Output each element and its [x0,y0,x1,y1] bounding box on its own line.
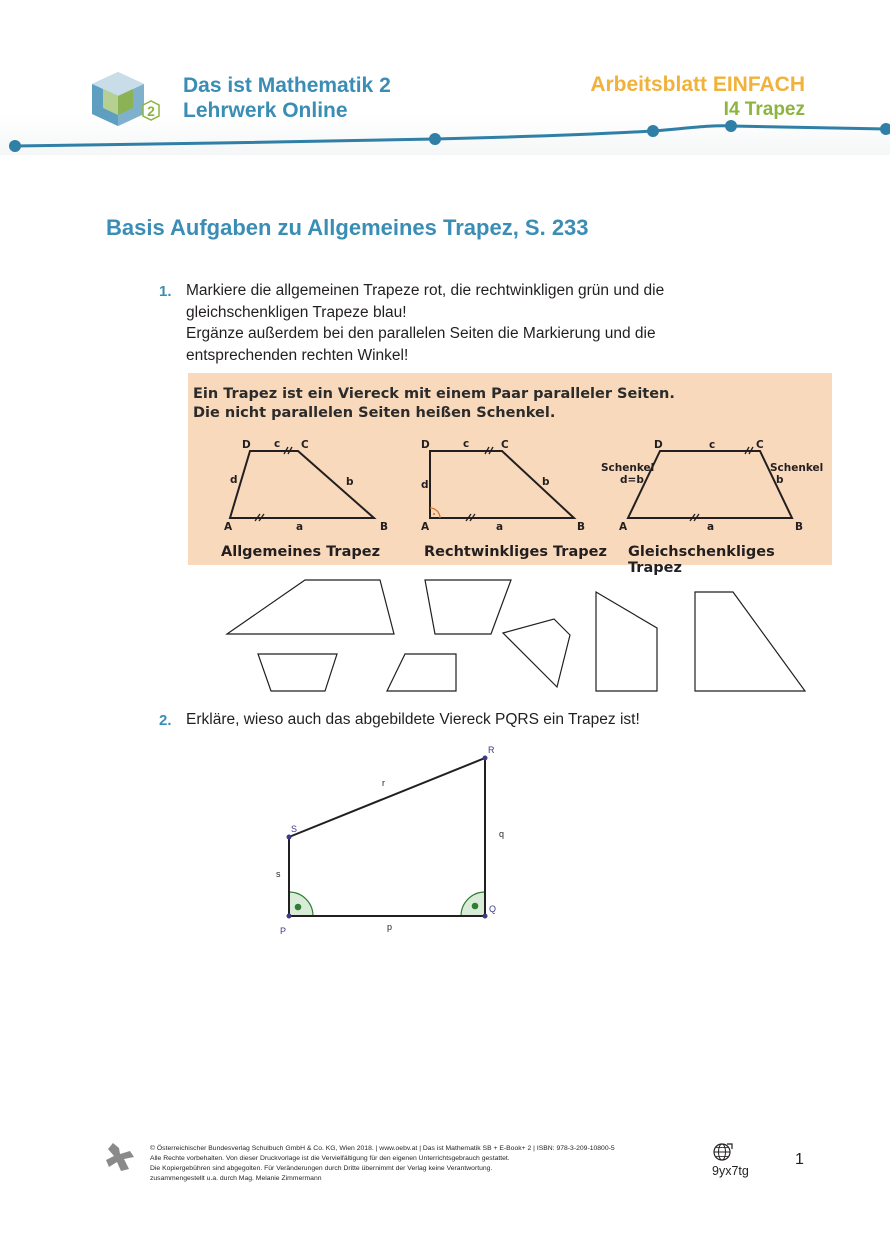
page-number: 1 [795,1151,804,1168]
leg-label: b [776,474,784,486]
footer-line: zusammengestellt u.a. durch Mag. Melanie Zimmermann [150,1175,322,1182]
globe-link-icon[interactable] [712,1141,734,1163]
point-label-P: P [280,926,287,936]
side-label: a [496,521,504,533]
vertex-label: D [654,439,663,451]
page-heading: Basis Aufgaben zu Allgemeines Trapez, S. 233 [106,215,589,240]
vertex-label: C [301,439,309,451]
task2-number: 2. [159,712,172,729]
general-trapezoid [224,438,388,533]
vertex-label: B [577,521,586,533]
shape-quadrilateral [227,580,394,634]
caption-right: Rechtwinkliges Trapez [424,544,607,560]
publisher-logo-icon [104,1141,136,1173]
vertex-label: B [380,521,389,533]
side-label: a [707,521,715,533]
shape-quadrilateral [503,619,570,687]
vertex-label: A [224,521,233,533]
point-label-Q: Q [489,904,497,914]
cube-logo-icon [88,70,170,136]
side-label: d [230,474,238,486]
leg-label: Schenkel [770,462,824,474]
task2-text: Erkläre, wieso auch das abgebildete Viereck PQRS ein Trapez ist! [186,711,640,728]
caption-general: Allgemeines Trapez [221,544,381,560]
task1-text [186,280,826,366]
vertex-label: D [242,439,251,451]
right-angle-P [289,892,313,916]
task1-line: Ergänze außerdem bei den parallelen Seiten die Markierung und die [186,325,656,342]
vertex-label: A [619,521,628,533]
side-label: c [463,438,470,450]
footer-copyright [150,1144,690,1184]
vertex-label: B [795,521,804,533]
leg-label: Schenkel [601,462,655,474]
side-label-s: s [276,869,281,879]
worksheet-title: Arbeitsblatt EINFACH [590,73,805,96]
quadrilaterals-exercise [0,570,890,700]
leg-label: d=b [620,474,644,486]
vertex-label: D [421,439,430,451]
shape-quadrilateral [596,592,657,691]
task1-line: Markiere die allgemeinen Trapeze rot, die rechtwinkligen grün und die [186,282,665,299]
footer-line: © Österreichischer Bundesverlag Schulbuch GmbH & Co. KG, Wien 2018. | www.oebv.at | Das ist Mathematik SB + E-Book+ 2 | ISBN: 978-3-209-10800-5 [150,1145,615,1152]
side-label: d [421,479,429,491]
side-label: c [274,438,281,450]
worksheet-topic: I4 Trapez [723,99,805,120]
task1-number: 1. [159,283,172,300]
point-label-R: R [488,745,495,755]
vertex-label: A [421,521,430,533]
side-label: b [542,476,550,488]
footer-line: Die Kopiergebühren sind abgegolten. Für Veränderungen durch Dritte übernimmt der Verlag keine Verantwortung. [150,1165,493,1172]
side-label: a [296,521,304,533]
definition-line: Die nicht parallelen Seiten heißen Schenkel. [193,405,556,421]
shape-quadrilateral [258,654,337,691]
pqrs-figure [260,740,540,950]
isosceles-trapezoid [601,439,823,533]
series-title: Das ist Mathematik 2 [183,74,391,97]
series-subtitle: Lehrwerk Online [183,99,348,122]
vertex-label: C [501,439,509,451]
shape-quadrilateral [695,592,805,691]
task1-line: gleichschenkligen Trapeze blau! [186,303,407,321]
right-trapezoid [421,438,585,533]
side-label-p: p [387,922,393,932]
side-label: b [346,476,354,488]
caption-isosceles: Gleichschenkliges Trapez [628,544,775,576]
definition-line: Ein Trapez ist ein Viereck mit einem Paar paralleler Seiten. [193,386,675,402]
quadrilateral-pqrs [289,758,485,916]
logo-number: 2 [147,103,155,119]
trapezoid-info-box [188,373,832,576]
side-label-r: r [382,778,385,788]
side-label-q: q [499,829,505,839]
header [0,0,890,160]
footer-line: Alle Rechte vorbehalten. Von dieser Druckvorlage ist die Vervielfältigung für den eigenen Unterrichtsgebrauch gestattet. [150,1155,510,1162]
right-angle-Q [461,892,485,916]
trapezoid-diagrams [188,373,832,565]
task1-line: entsprechenden rechten Winkel! [186,346,409,364]
online-code[interactable]: 9yx7tg [712,1164,749,1178]
side-label: c [709,439,716,451]
vertex-label: C [756,439,764,451]
shape-quadrilateral [387,654,456,691]
point-label-S: S [291,824,298,834]
shape-quadrilateral [425,580,511,634]
